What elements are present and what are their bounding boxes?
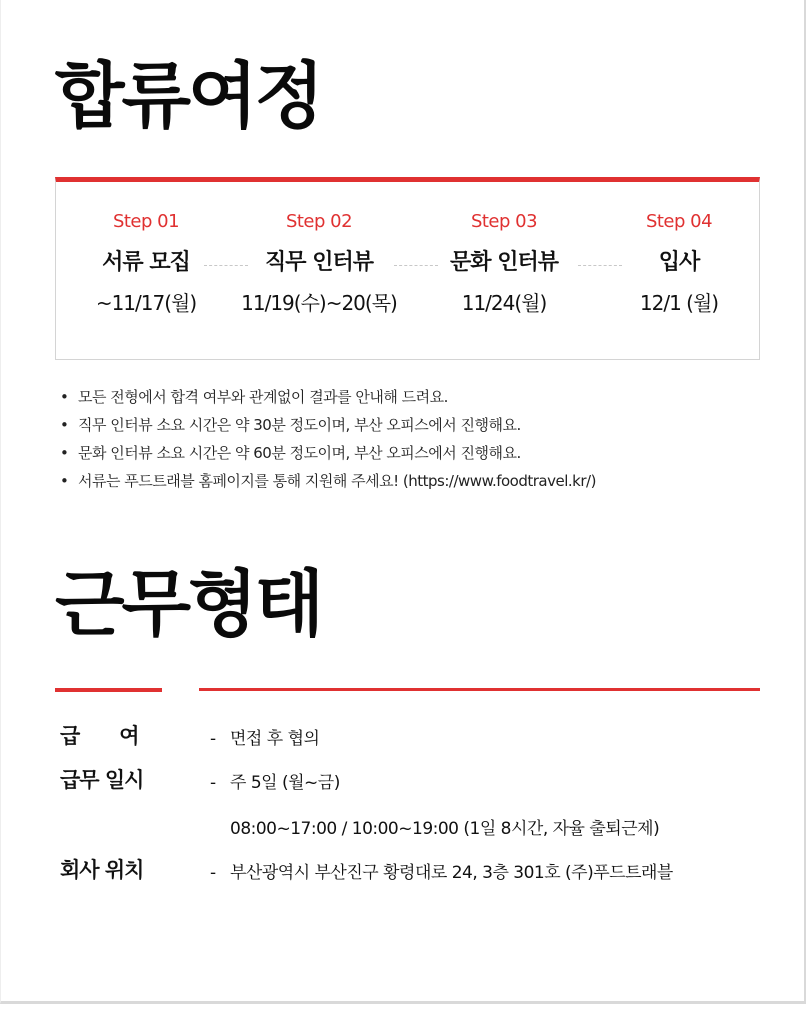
step-title: 입사: [658, 250, 700, 275]
step-label: Step 03: [470, 211, 538, 232]
hours-value-row: [210, 768, 340, 793]
pay-value-row: [210, 724, 319, 749]
dash-mark: -: [210, 729, 216, 749]
list-item: [60, 439, 596, 467]
step-title: 문화 인터뷰: [450, 250, 558, 275]
notes-list: [60, 383, 596, 495]
list-item: [60, 467, 596, 495]
note-text: 모든 전형에서 합격 여부와 관계없이 결과를 안내해 드려요.: [78, 388, 448, 406]
pay-value: 면접 후 협의: [230, 729, 320, 749]
step-title: 직무 인터뷰: [265, 250, 373, 275]
location-value: 부산광역시 부산진구 황령대로 24, 3층 301호 (주)푸드트래블: [230, 863, 673, 883]
hours-label: 급무 일시: [60, 768, 144, 792]
section-title-work: 근무형태: [55, 562, 322, 646]
note-text: 문화 인터뷰 소요 시간은 약 60분 정도이며, 부산 오피스에서 진행해요.: [78, 444, 521, 462]
dash-mark: -: [210, 773, 216, 793]
step-label: Step 04: [645, 211, 713, 232]
dash-mark: -: [210, 863, 216, 883]
step-2: [229, 208, 409, 320]
step-label: Step 02: [285, 211, 353, 232]
hours-value: 주 5일 (월~금): [230, 773, 340, 793]
note-text: 서류는 푸드트래블 홈페이지를 통해 지원해 주세요! (https://www.foodtravel.kr/): [78, 472, 596, 490]
location-label: 회사 위치: [60, 858, 144, 882]
step-1: [56, 208, 236, 320]
note-text: 직무 인터뷰 소요 시간은 약 30분 정도이며, 부산 오피스에서 진행해요.: [78, 416, 521, 434]
steps-box: [55, 177, 760, 360]
bullet-icon: •: [60, 472, 69, 490]
step-3: [414, 208, 594, 320]
divider-short: [55, 688, 162, 692]
list-item: [60, 411, 596, 439]
step-date: 11/19(수)~20(목): [241, 291, 397, 315]
step-title: 서류 모집: [102, 250, 190, 275]
step-date: 11/24(월): [461, 291, 547, 315]
section-title-journey: 합류여정: [55, 54, 322, 138]
bullet-icon: •: [60, 416, 69, 434]
divider-long: [199, 688, 760, 691]
location-value-row: [210, 858, 673, 883]
bullet-icon: •: [60, 444, 69, 462]
step-date: ~11/17(월): [95, 291, 197, 315]
hours-detail: 08:00~17:00 / 10:00~19:00 (1일 8시간, 자율 출퇴근제): [230, 819, 660, 839]
pay-label: 급 여: [60, 724, 139, 748]
bullet-icon: •: [60, 388, 69, 406]
step-date: 12/1 (월): [639, 291, 719, 315]
step-4: [589, 208, 769, 320]
list-item: [60, 383, 596, 411]
step-label: Step 01: [112, 211, 180, 232]
